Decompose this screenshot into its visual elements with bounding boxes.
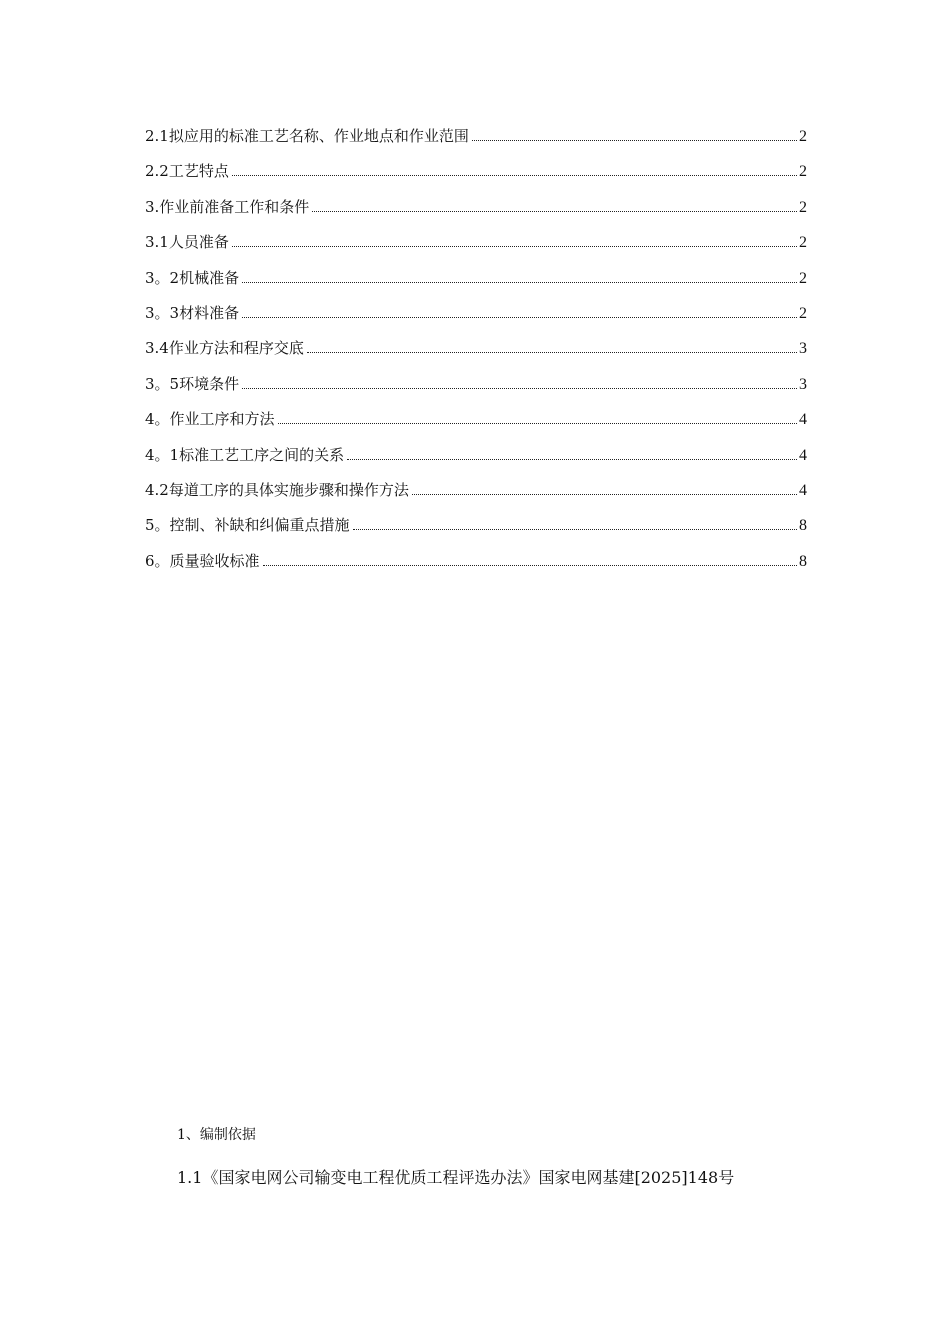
toc-entry-page-number: 4: [799, 446, 807, 464]
body-paragraph: 1.1《国家电网公司输变电工程优质工程评选办法》国家电网基建[2025]148号: [177, 1168, 735, 1187]
toc-entry[interactable]: [145, 514, 807, 549]
toc-entry[interactable]: [145, 125, 807, 160]
toc-entry-page-number: 2: [799, 163, 807, 181]
toc-entry-page-number: 2: [799, 304, 807, 322]
toc-dot-leader: [278, 422, 797, 424]
toc-entry-page-number: 8: [799, 552, 807, 570]
toc-entry-page-number: 3: [799, 375, 807, 393]
toc-dot-leader: [347, 458, 797, 460]
toc-entry[interactable]: [145, 267, 807, 302]
toc-entry-label: 5。控制、补缺和纠偏重点措施: [145, 516, 350, 535]
toc-dot-leader: [353, 528, 797, 530]
toc-dot-leader: [312, 210, 797, 212]
toc-entry-page-number: 2: [799, 128, 807, 145]
toc-entry[interactable]: [145, 196, 807, 231]
toc-entry-page-number: 4: [799, 481, 807, 499]
toc-dot-leader: [412, 493, 797, 495]
toc-entry[interactable]: [145, 408, 807, 443]
toc-dot-leader: [242, 387, 797, 389]
toc-entry-page-number: 2: [799, 269, 807, 287]
toc-dot-leader: [263, 564, 797, 566]
toc-entry-page-number: 2: [799, 234, 807, 252]
toc-entry[interactable]: [145, 550, 807, 585]
toc-entry-label: 3.4作业方法和程序交底: [145, 339, 304, 358]
toc-entry[interactable]: [145, 444, 807, 479]
toc-entry-page-number: 2: [799, 198, 807, 216]
toc-dot-leader: [472, 139, 797, 141]
section-heading: 1、编制依据: [177, 1127, 256, 1143]
toc-entry-label: 2.1拟应用的标准工艺名称、作业地点和作业范围: [145, 127, 469, 145]
toc-entry[interactable]: [145, 160, 807, 195]
toc-dot-leader: [242, 281, 797, 283]
body-section: [145, 1124, 807, 1196]
toc-entry[interactable]: [145, 479, 807, 514]
toc-entry-label: 6。质量验收标准: [145, 551, 260, 570]
toc-dot-leader: [242, 316, 797, 318]
toc-entry-label: 3。5环境条件: [145, 374, 240, 393]
toc-entry-page-number: 3: [799, 340, 807, 358]
toc-entry-label: 3.1人员准备: [145, 233, 229, 252]
toc-dot-leader: [307, 351, 797, 353]
toc-entry[interactable]: [145, 231, 807, 266]
toc-entry-label: 3。3材料准备: [145, 303, 240, 322]
toc-entry-label: 4。1标准工艺工序之间的关系: [145, 445, 345, 464]
toc-entry-label: 3。2机械准备: [145, 268, 240, 287]
toc-dot-leader: [232, 174, 797, 176]
toc-entry-label: 4。作业工序和方法: [145, 410, 275, 429]
toc-entry-label: 2.2工艺特点: [145, 162, 229, 181]
toc-entry[interactable]: [145, 302, 807, 337]
toc-entry[interactable]: [145, 337, 807, 372]
toc-dot-leader: [232, 245, 797, 247]
toc-entry[interactable]: [145, 373, 807, 408]
toc-entry-page-number: 8: [799, 517, 807, 535]
toc-entry-label: 4.2每道工序的具体实施步骤和操作方法: [145, 480, 409, 499]
toc-entry-page-number: 4: [799, 411, 807, 429]
toc-entry-label: 3.作业前准备工作和条件: [145, 197, 310, 216]
table-of-contents: [145, 125, 807, 585]
